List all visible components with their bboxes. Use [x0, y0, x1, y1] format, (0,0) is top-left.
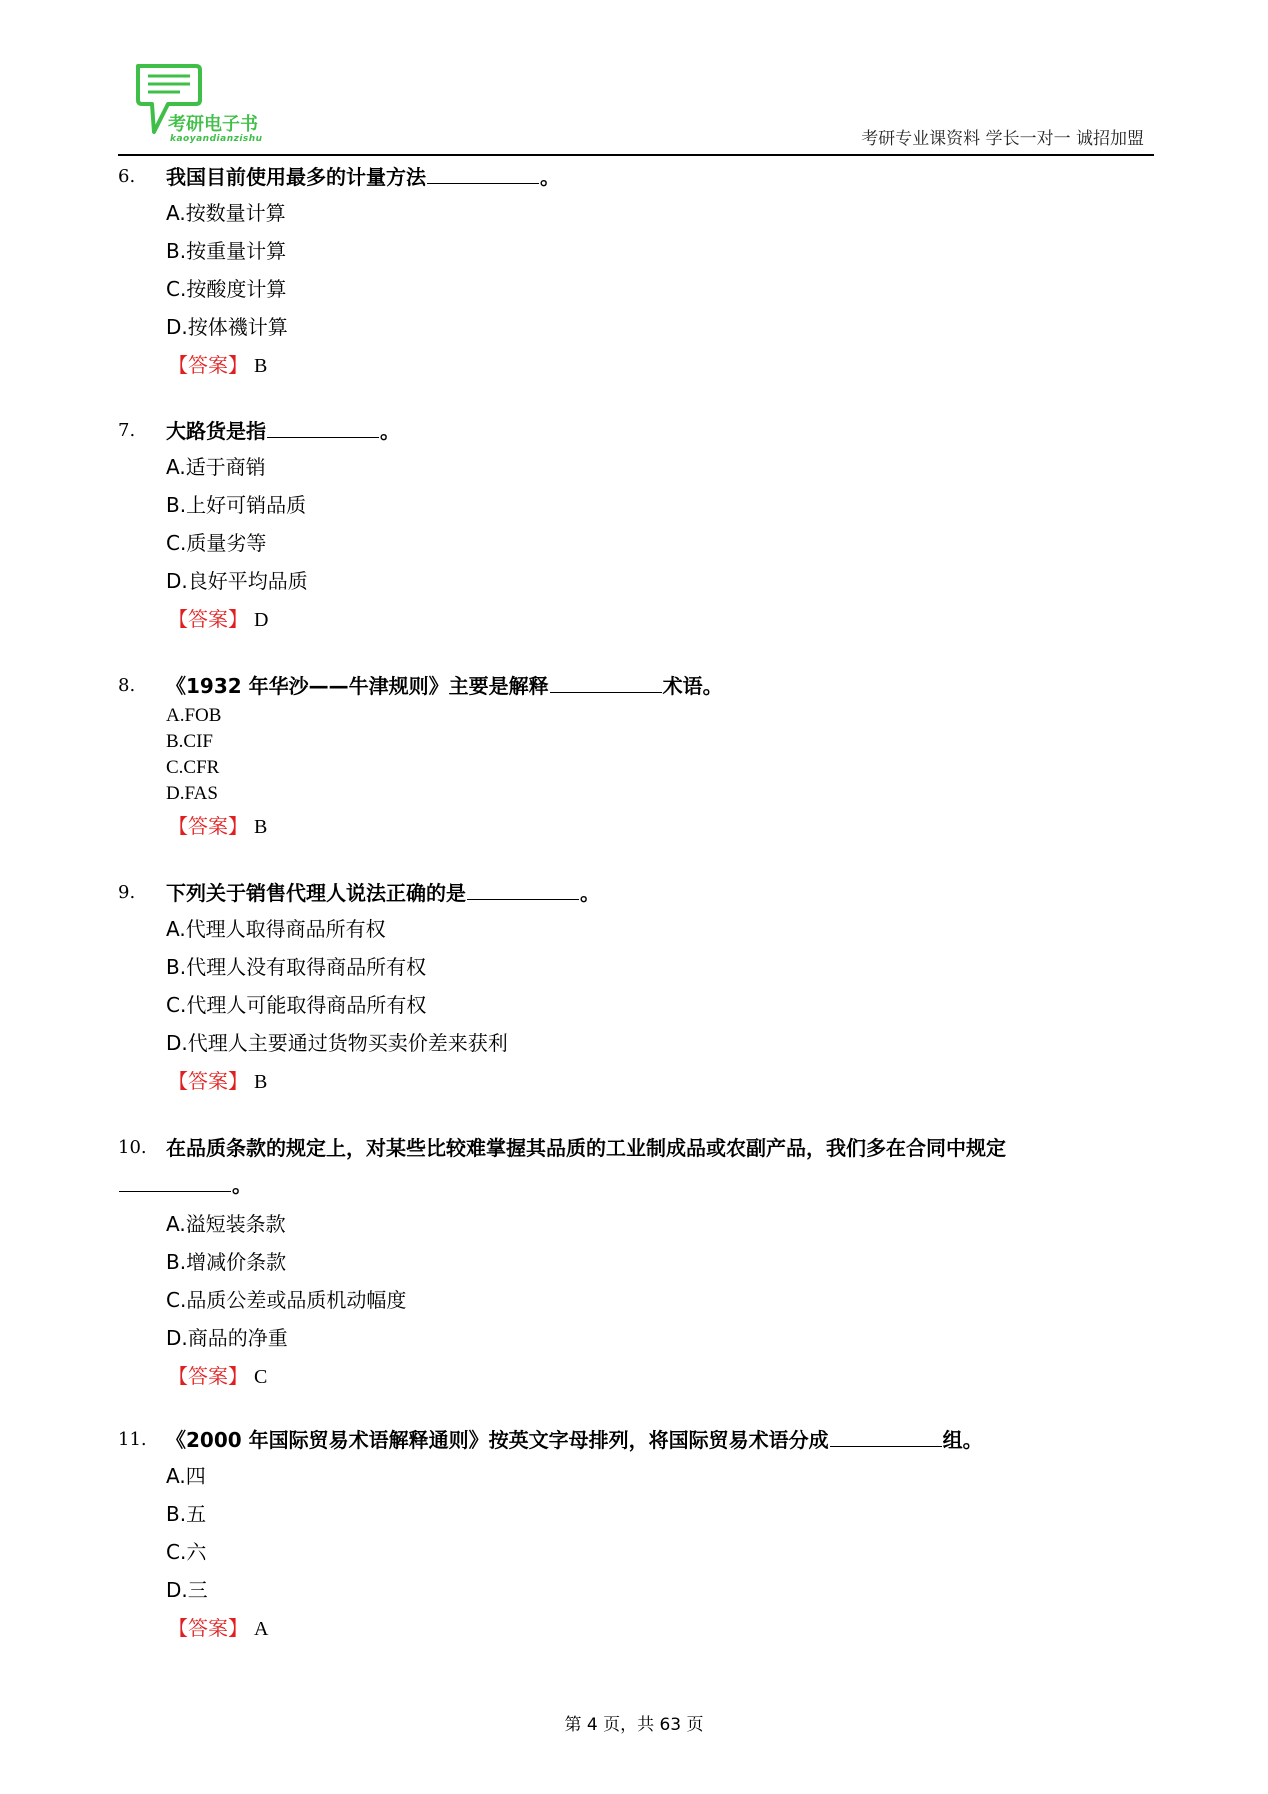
option-d: D.三: [166, 1578, 208, 1602]
option-a: A.按数量计算: [166, 201, 286, 225]
answer-line: [168, 1609, 1158, 1647]
answer-tag: 【答案】: [168, 1364, 248, 1388]
option-d: D.良好平均品质: [166, 569, 308, 593]
option-d: D.按体禨计算: [166, 315, 288, 339]
answer-value: D: [254, 609, 269, 631]
answer-tag: 【答案】: [168, 353, 248, 377]
option-d: D.FAS: [166, 783, 218, 804]
logo-text: 考研电子书: [168, 114, 258, 135]
question-10: [118, 1131, 1158, 1395]
option-b: B.CIF: [166, 731, 213, 752]
question-stem: [118, 669, 1158, 703]
logo-subtext: kaoyandianzishu: [170, 134, 263, 144]
question-number: 8.: [118, 675, 136, 696]
question-stem: [118, 876, 1158, 910]
option-b: B.增减价条款: [166, 1250, 287, 1274]
question-11: [118, 1423, 1158, 1647]
option-b: B.按重量计算: [166, 239, 287, 263]
option-c: C.CFR: [166, 757, 220, 778]
answer-blank: [267, 417, 379, 438]
answer-blank: [467, 879, 579, 900]
question-text: 在品质条款的规定上，对某些比较难掌握其品质的工业制成品或农副产品，我们多在合同中规定: [166, 1136, 1006, 1160]
question-number: 7.: [118, 420, 136, 441]
option-a: A.FOB: [166, 705, 222, 726]
question-text: 下列关于销售代理人说法正确的是 。: [166, 881, 600, 905]
answer-value: B: [254, 355, 268, 377]
question-stem: [118, 1131, 1158, 1165]
header-divider: [118, 154, 1154, 156]
answer-line: [168, 807, 1158, 845]
option-b: B.上好可销品质: [166, 493, 307, 517]
option-c: C.按酸度计算: [166, 277, 287, 301]
question-number: 9.: [118, 882, 136, 903]
answer-tag: 【答案】: [168, 1616, 248, 1640]
question-6: [118, 160, 1158, 384]
question-number: 11.: [118, 1429, 147, 1450]
question-8: [118, 669, 1158, 845]
header-tagline: 考研专业课资料 学长一对一 诚招加盟: [861, 129, 1144, 149]
option-d: D.商品的净重: [166, 1326, 288, 1350]
answer-tag: 【答案】: [168, 1069, 248, 1093]
question-number: 6.: [118, 166, 136, 187]
answer-line: [168, 346, 1158, 384]
question-7: [118, 414, 1158, 638]
page-header: [118, 58, 1154, 158]
question-text: 大路货是指 。: [166, 419, 400, 443]
option-c: C.质量劣等: [166, 531, 267, 555]
answer-tag: 【答案】: [168, 607, 248, 631]
answer-blank: [830, 1426, 942, 1447]
option-d: D.代理人主要通过货物买卖价差来获利: [166, 1031, 508, 1055]
question-stem: [118, 160, 1158, 194]
option-a: A.溢短装条款: [166, 1212, 286, 1236]
option-b: B.代理人没有取得商品所有权: [166, 955, 427, 979]
answer-tag: 【答案】: [168, 814, 248, 838]
option-a: A.适于商销: [166, 455, 266, 479]
answer-value: C: [254, 1366, 268, 1388]
answer-line: [168, 1357, 1158, 1395]
option-a: A.四: [166, 1464, 206, 1488]
answer-value: A: [254, 1618, 269, 1640]
page-number: 第 4 页，共 63 页: [564, 1715, 704, 1735]
answer-value: B: [254, 1071, 268, 1093]
answer-blank: [119, 1171, 231, 1192]
answer-line: [168, 1062, 1158, 1100]
question-text: 《1932 年华沙——牛津规则》主要是解释 术语。: [166, 674, 723, 698]
option-a: A.代理人取得商品所有权: [166, 917, 386, 941]
question-text: 《2000 年国际贸易术语解释通则》按英文字母排列，将国际贸易术语分成 组。: [166, 1428, 983, 1452]
question-text-continued: 。: [118, 1165, 1158, 1205]
option-c: C.六: [166, 1540, 207, 1564]
question-9: [118, 876, 1158, 1100]
question-text: 我国目前使用最多的计量方法 。: [166, 165, 560, 189]
answer-blank: [427, 163, 539, 184]
option-c: C.品质公差或品质机动幅度: [166, 1288, 407, 1312]
option-c: C.代理人可能取得商品所有权: [166, 993, 427, 1017]
option-b: B.五: [166, 1502, 207, 1526]
answer-line: [168, 600, 1158, 638]
question-number: 10.: [118, 1137, 147, 1158]
answer-blank: [550, 672, 662, 693]
answer-value: B: [254, 816, 268, 838]
question-stem: [118, 1423, 1158, 1457]
question-stem: [118, 414, 1158, 448]
